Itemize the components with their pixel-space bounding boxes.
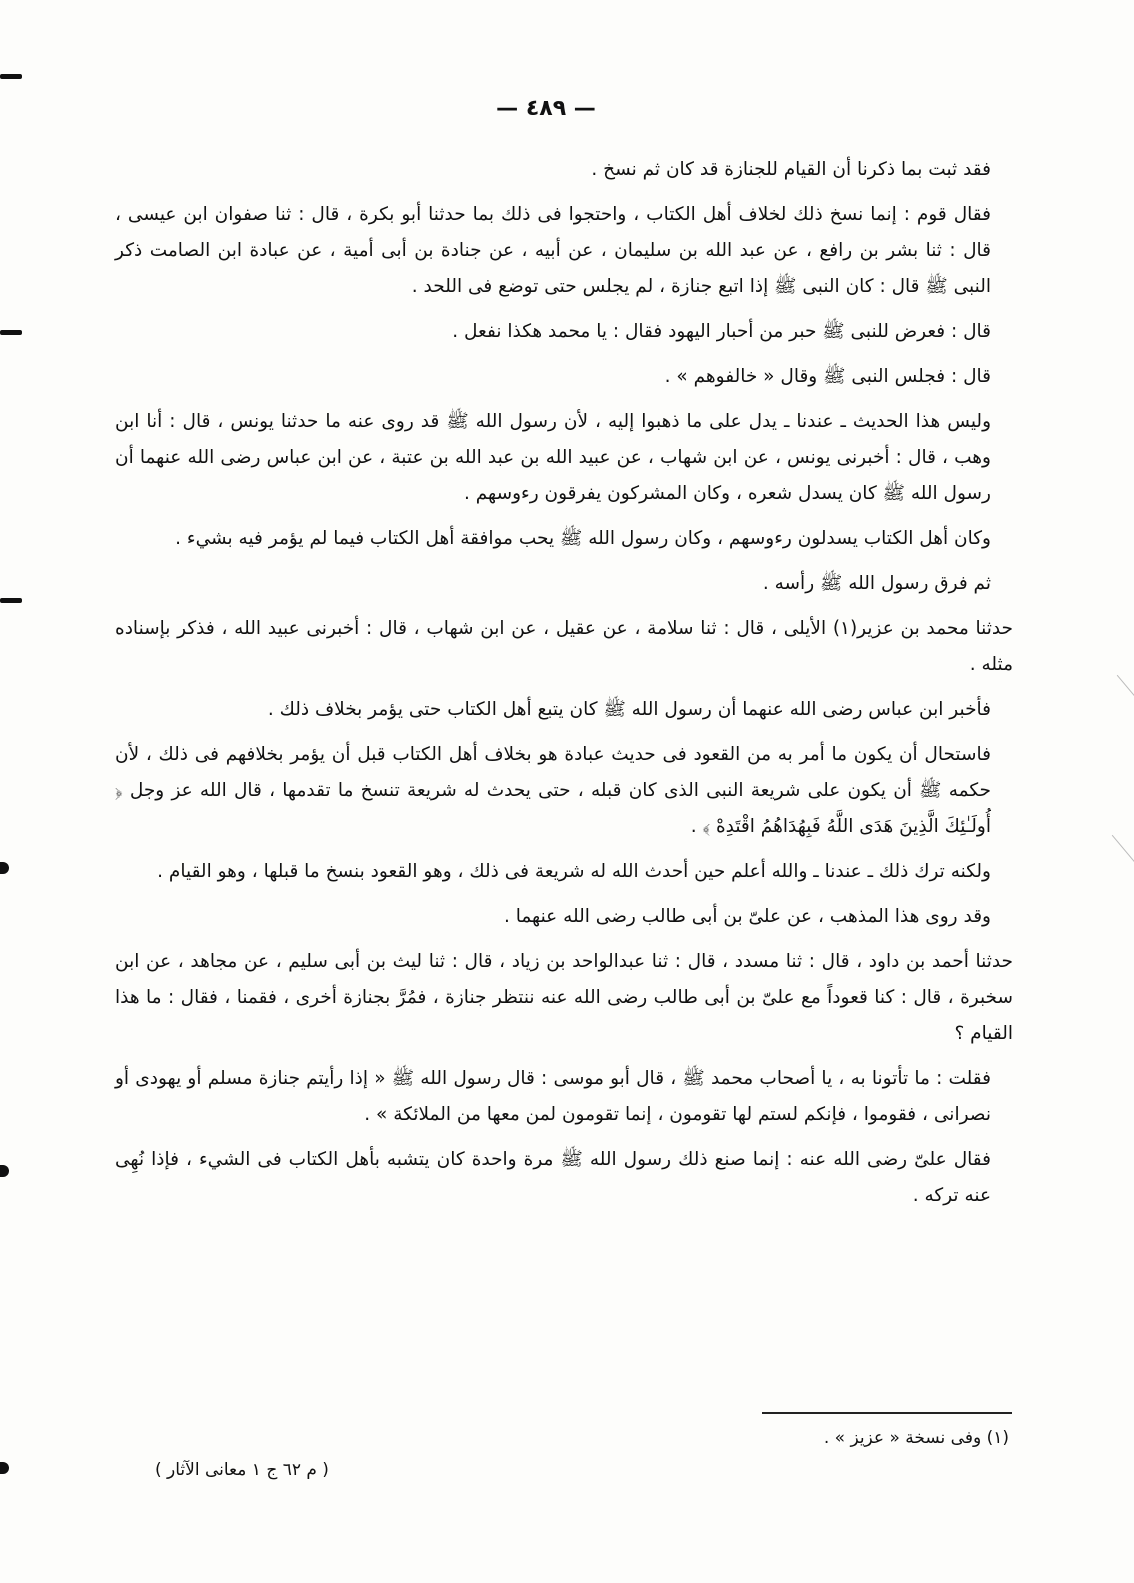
- margin-mark: [0, 330, 22, 335]
- paragraph: فقال قوم : إنما نسخ ذلك لخلاف أهل الكتاب ، واحتجوا فى ذلك بما حدثنا أبو بكرة ، قال : ثنا صفوان ابن عيسى ، قال : ثنا بشر بن رافع ، عن عبد الله بن سليمان ، عن أبيه ، عن جنادة بن أبى أمية ، عن عبادة ابن الصامت ذكر النبى ﷺ قال : كان النبى ﷺ إذا اتبع جنازة ، لم يجلس حتى توضع فى اللحد .: [115, 204, 991, 297]
- margin-mark: [0, 598, 22, 603]
- margin-dot: [0, 1462, 9, 1474]
- scan-speck: [1117, 675, 1134, 706]
- paragraph: وكان أهل الكتاب يسدلون رءوسهم ، وكان رسول الله ﷺ يحب موافقة أهل الكتاب فيما لم يؤمر فيه بشيء .: [175, 528, 991, 549]
- paragraph: حدثنا محمد بن عزير(١) الأيلى ، قال : ثنا سلامة ، عن عقيل ، عن ابن شهاب ، قال : أخبرنى عبيد الله ، فذكر بإسناده مثله .: [115, 618, 1013, 675]
- margin-dot: [0, 1165, 9, 1177]
- paragraph: فأخبر ابن عباس رضى الله عنهما أن رسول الله ﷺ كان يتبع أهل الكتاب حتى يؤمر بخلاف ذلك .: [267, 699, 991, 720]
- paragraph: وقد روى هذا المذهب ، عن علىّ بن أبى طالب رضى الله عنهما .: [503, 906, 991, 927]
- paragraph: فقد ثبت بما ذكرنا أن القيام للجنازة قد كان ثم نسخ .: [591, 159, 991, 180]
- paragraph: وليس هذا الحديث ـ عندنا ـ يدل على ما ذهبوا إليه ، لأن رسول الله ﷺ قد روى عنه ما حدثنا يونس ، قال : أنا ابن وهب ، قال : أخبرنى يونس ، عن ابن شهاب ، عن عبيد الله بن عبد الله بن عتبة ، عن ابن عباس رضى الله عنهما أن رسول الله ﷺ كان يسدل شعره ، وكان المشركون يفرقون رءوسهم .: [115, 411, 991, 504]
- paragraph: قال : فجلس النبى ﷺ وقال « خالفوهم » .: [664, 366, 991, 387]
- page-signature: ( م ٦٢ ج ١ معانى الآثار ): [155, 1460, 329, 1480]
- margin-dot: [0, 862, 9, 874]
- margin-mark: [0, 74, 22, 79]
- scan-speck: [1112, 835, 1134, 866]
- paragraph: فقلت : ما تأتونا به ، يا أصحاب محمد ﷺ ، قال أبو موسى : قال رسول الله ﷺ « إذا رأيتم جنازة مسلم أو يهودى أو نصرانى ، فقوموا ، فإنكم لستم لها تقومون ، إنما تقومون لمن معها من الملائكة » .: [115, 1068, 991, 1125]
- footnote-rule: [762, 1412, 1012, 1414]
- paragraph: قال : فعرض للنبى ﷺ حبر من أحبار اليهود فقال : يا محمد هكذا نفعل .: [452, 321, 991, 342]
- footnote: (١) وفى نسخة « عزيز » .: [823, 1428, 1009, 1448]
- paragraph: ثم فرق رسول الله ﷺ رأسه .: [762, 573, 991, 594]
- paragraph: ولكنه ترك ذلك ـ عندنا ـ والله أعلم حين أحدث الله له شريعة فى ذلك ، وهو القعود بنسخ ما قبلها ، وهو القيام .: [157, 861, 991, 882]
- paragraph: فقال علىّ رضى الله عنه : إنما صنع ذلك رسول الله ﷺ مرة واحدة كان يتشبه بأهل الكتاب فى الشيء ، فإذا نُهِى عنه تركه .: [115, 1149, 991, 1206]
- page-number: — ٤٨٩ —: [496, 96, 596, 121]
- paragraph: حدثنا أحمد بن داود ، قال : ثنا مسدد ، قال : ثنا عبدالواحد بن زياد ، قال : ثنا ليث بن أبى سليم ، عن مجاهد ، عن ابن سخبرة ، قال : كنا قعوداً مع علىّ بن أبى طالب رضى الله عنه ننتظر جنازة ، فمُرَّ بجنازة أخرى ، فقمنا ، فقال : ما هذا القيام ؟: [115, 951, 1013, 1044]
- body-text: [115, 152, 1013, 1223]
- paragraph: فاستحال أن يكون ما أمر به من القعود فى حديث عبادة هو بخلاف أهل الكتاب قبل أن يؤمر بخلافهم فى ذلك ، لأن حكمه ﷺ أن يكون على شريعة النبى الذى كان قبله ، حتى يحدث له شريعة تنسخ ما تقدمها ، قال الله عز وجل ﴿ أُولَـٰئِكَ الَّذِينَ هَدَى اللَّهُ فَبِهُدَاهُمُ اقْتَدِهْ ﴾ .: [115, 744, 991, 837]
